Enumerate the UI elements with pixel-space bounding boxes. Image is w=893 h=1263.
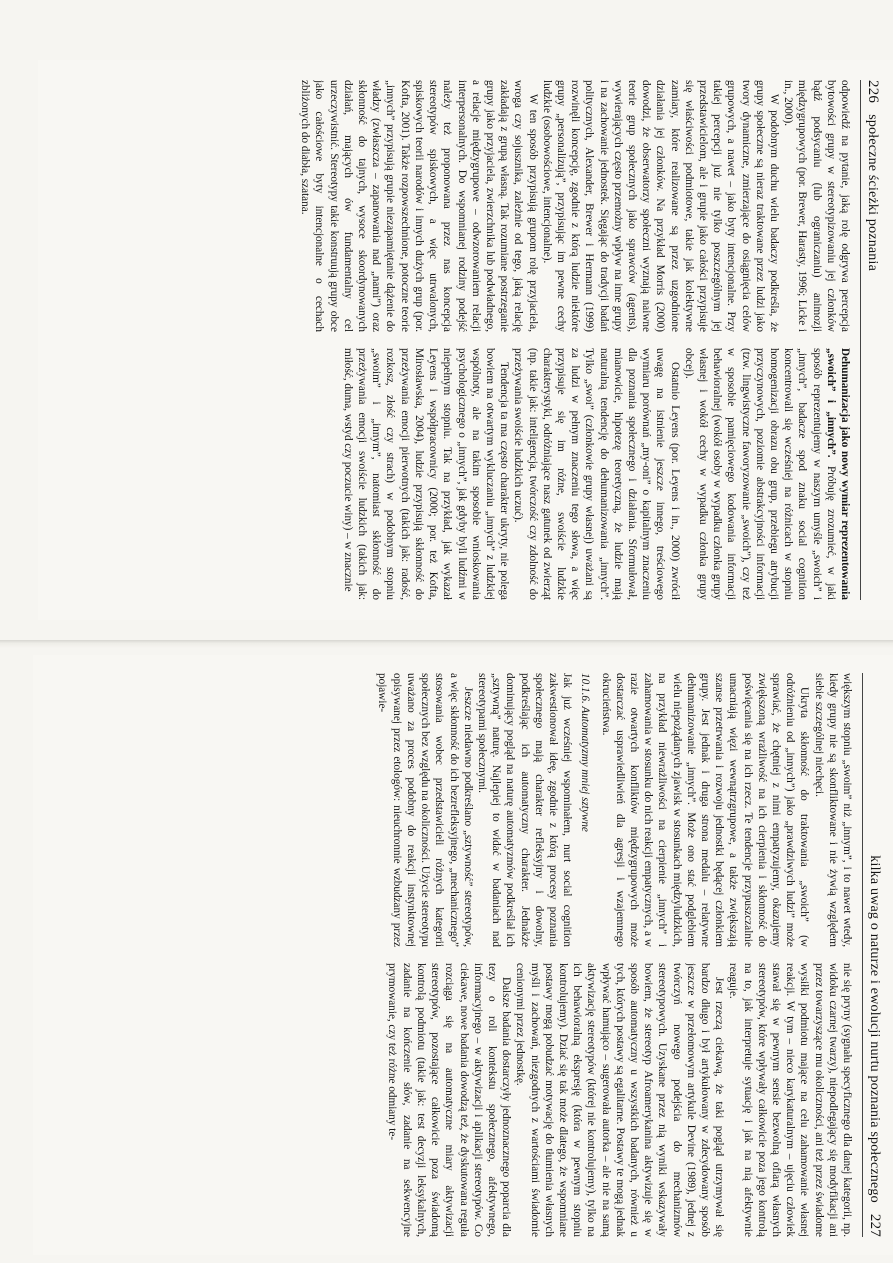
paragraph: W podobnym duchu wielu badaczy podkreśla, że grupy społeczne są nieraz traktowane przez ludzi jako twory dynamiczne, zmierzające do osiągnięcia celów grupowych, a nawet – jako byty intencjonalne. Przy takiej percepcji już nie tylko poszczególnym jej przedstawicielom, ale i grupie jako całości przypisuje się właściwości podmiotowe, takie jak kolektywne zamiary, które realizowane są przez uzgodnione działania jej członków. Na przykład Morris (2000) dowodzi, że obserwatorzy społeczni wyznają naiwne teorie grup społecznych jako sprawców (agents), wywierających często przemożny wpływ na inne grupy i na zachowanie jednostek. Sięgając do tradycji badań politycznych, Alexander, Brewer i Hermann (1999) rozwinęli koncepcję, zgodnie z którą ludzie niektóre grupy „personalizują”, przypisując im pewne cechy ludzkie (osobowościowe, intencjonalne). (540, 80, 780, 332)
column-right (54, 963, 854, 1237)
page-226 (38, 60, 893, 620)
text-columns (82, 80, 852, 600)
paragraph: większym stopniu „swoim” niż „innym”, i to nawet wtedy, kiedy grupy nie są skonfliktowane i nie żywią względem siebie szczególnej niechęci. (812, 673, 853, 947)
run-in-heading: Dehumanizacja jako nowy wymiar reprezentowania „swoich” i „innych”. (824, 348, 851, 600)
paragraph: Jak już wcześniej wspominałem, nurt social cognition zakwestionował ideę, zgodnie z którą procesy poznania społecznego mają charakter refleksyjny i dowolny, podkreślając ich automatyczny charakter. Jednakże dominujący pogląd na naturę automatyzmów podkreślał ich „sztywną” naturę. Najlepiej to widać w badaniach nad stereotypami społecznymi. (475, 673, 574, 947)
paragraph: W ten sposób przypisują grupom rolę przyjaciela, wroga czy sojusznika, zależnie od tego, jaką relację zakładają z grupą własną. Tak rozumiane postrzeganie grupy jako przyjaciela, zwierzchnika lub podwładnego, a relacje międzygrupowe – odwzorowaniem relacji interpersonalnych. Do wspomnianej rodziny podejść należy też proponowana przez nas koncepcja stereotypów spiskowych, a więc utrwalonych, spiskowych teorii narodów i innych dużych grup (por. Kofta, 2001). Także rozpowszechnione, potoczne teorie „innych” przypisują grupie niezapamiętanie dążenie do władzy (zwłaszcza – zapanowania nad „nami”) oraz skłonność do tajnych, wysoce skoordynowanych działań, mających ów fundamentalny cel urzeczywistnić. Stereotypy takie konstruują grupy obce jako całościowe byty intencjonalne o cechach zbliżonych do diabła, szatana. (299, 80, 539, 332)
running-head (862, 673, 883, 1237)
paragraph: Jeszcze niedawno podkreślano „sztywność” stereotypów, a więc skłonność do ich bezrefleksyjnego, „mechanicznego” stosowania wobec przedstawicieli różnych kategorii społecznych bez względu na okoliczności. Użycie stereotypu uważano za proces podobny do reakcji instynktownej opisywanej przez etologów: nieuchronnie wzbudzany przez pojawie- (376, 673, 474, 947)
column-left (82, 80, 852, 332)
running-title: kilka uwag o naturze i ewolucji nurtu poznania społecznego (867, 855, 882, 1203)
running-title: społeczne ścieżki poznania (865, 114, 880, 272)
page-227 (33, 655, 893, 1255)
page-divider (0, 640, 893, 648)
paragraph: Jest rzeczą ciekawą, że taki pogląd utrzymywał się bardzo długo i był artykułowany w zdecydowany sposób jeszcze w przełomowym artykule Devine (1989), jednej z twórczyń nowego podejścia do mechanizmów stereotypowych. Uzyskane przez nią wyniki wskazywały bowiem, że stereotyp Afroamerykanina aktywizuje się w sposób automatyczny u wszystkich badanych, również u tych, których postawy są egalitarne. Postawy te mogą jednak wpływać hamująco – sugerowała autorka – ale nie na samą aktywizację stereotypów (której nie kontrolujemy), tylko na ich behawioralną ekspresję (która w pewnym stopniu kontrolujemy). Dziać się tak może dlatego, że wspomniane postawy mogą pobudzać motywację do tłumienia własnych myśli i zachowań, niezgodnych z wartościami świadomie cenionymi przez jednostkę. (514, 963, 726, 1237)
paragraph: Dalsze badania dostarczyły jednoznacznego poparcia dla tezy o roli kontekstu społecznego, afektywnego, informacyjnego – w aktywizacji i aplikacji stereotypów. Co ciekawe, nowe badania dowodzą też, że dyskutowana reguła rozciąga się na automatyczne miary aktywizacji stereotypów, pozostające całkowicie poza świadomą kontrolą podmiotu (takie jak: test decyzji leksykalnych, zadanie na kończenie słów, zadanie na sekwencyjne prymowanie, czy też różne odmiany te- (386, 963, 513, 1237)
column-right (82, 348, 852, 600)
paragraph: nie się pryny (sygnału specyficznego dla danej kategorii, np. widoku czarnej twarzy), niepodlegający się modyfikacji ani przez towarzyszące mu okoliczności, ani też przez świadome wysiłki podmiotu mające na celu zahamowanie własnej reakcji. W tym – nieco karykaturalnym – ujęciu człowiek stawał się w pewnym sensie bezwolną ofiarą własnych stereotypów, które wpływały całkowicie poza jego kontrolą na to, jak interpretuje sytuację i jak na nią afektywnie reaguje. (727, 963, 853, 1237)
paragraph: Ostatnio Leyens (por. Leyens i in., 2000) zwrócił uwagę na istnienie jeszcze innego, treściowego wymiaru porównań „my-oni” o kapitalnym znaczeniu dla poznania społecznego i działania. Sformułował, mianowicie, hipotezę teoretyczną, że ludzie mają naturalną tendencję do dehumanizowania „innych”. Tylko „swoi” (członkowie grupy własnej) uważani są za ludzi w pełnym znaczeniu tego słowa, a więc przypisuje się im różne, swoiście ludzkie charakterystyki, odróżniające nasz gatunek od zwierząt (np. takie jak: inteligencja, twórczość czy zdolność do przeżywania swoiście ludzkich uczuć). (512, 348, 681, 600)
page-number: 227 (867, 1213, 883, 1237)
text-columns (54, 673, 854, 1237)
paragraph: Próbuję zrozumieć, w jaki sposób reprezentujemy w naszym umyśle „swoich” i „innych”, badacze spod znaku social cognition koncentrowali się wcześniej na różnicach w stopniu homogenizacji obrazu obu grup, przebiegu atrybucji przyczynowych, poziomie abstrakcyjności informacji (tzw. lingwistyczne faworyzowanie „swoich”), czy też w sposobie pamięciowego kodowania informacji behawioralnej (wokół osoby w wypadku członka grupy własnej i wokół cechy w wypadku członka grupy obcej). (682, 348, 837, 600)
section-heading: 10.1.6. Automatyzmy mniej sztywne (579, 673, 592, 832)
paragraph: Tendencja ta ma często charakter ukryty, nie polega bowiem na otwartym wykluczaniu „innych” z ludzkiej wspólnoty, ale na takim sposobie wnioskowania psychologicznego o „innych”, jak gdyby byli ludźmi w niepełnym stopniu. Tak na przykład, jak wykazał Leyens i współpracownicy (2000; por. też Kofta, Mirosławska, 2004), ludzie przypisują skłonność do przeżywania emocji pierwotnych (takich jak: radość, rozkosz, złość czy strach) w podobnym stopniu „swoim” i „innym”, natomiast skłonność do przeżywania emocji swoiście ludzkich (takich jak: miłość, duma, wstyd czy poczucie winy) – w znacznie (341, 348, 511, 600)
paragraph: odpowiedź na pytanie, jaką rolę odgrywa percepcja bytowości grupy w stereotypizowaniu jej członków bądź podsycaniu (lub ograniczaniu) animozji międzygrupowych (por. Brewer, Harasty, 1996; Licke i in., 2000). (782, 80, 851, 332)
running-head (860, 80, 881, 600)
paragraph: Ukryta skłonność do traktowania „swoich” (w odróżnieniu od „innych”) jako „prawdziwych ludzi” może sprawiać, że chętniej z nimi empatyzujemy, okazujemy zwiększoną wrażliwość na ich cierpienia i skłonność do poświęcania się na ich rzecz. Te tendencje przypuszczalnie umacniają więzi wewnątrzgrupowe, a także zwiększają szanse przetrwania i rozwoju jednostki będącej członkiem grupy. Jest jednak i druga strona medalu – relatywne dehumanizowanie „innych”. Może ono stać podglebiem wielu niepożądanych zjawisk w stosunkach międzyludzkich, na przykład niewrażliwości na cierpienie „innych” i zahamowania w stosunku do nich reakcji empatycznych, a w razie otwartych konfliktów międzygrupowych może dostarczać usprawiedliwień dla agresji i wzajemnego okrucieństwa. (599, 673, 811, 947)
page-number: 226 (865, 80, 881, 104)
column-left (54, 673, 854, 947)
